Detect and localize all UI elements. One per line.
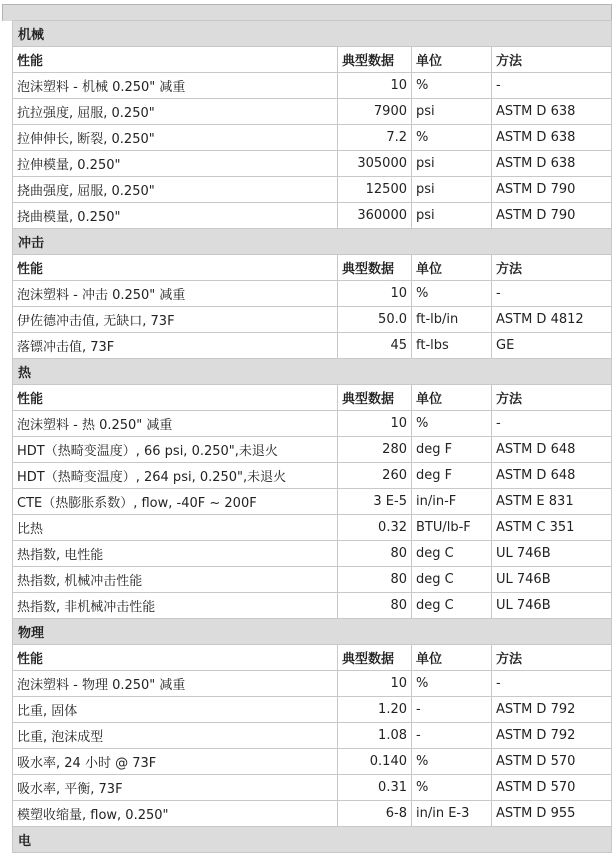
property-cell: HDT（热畸变温度）, 264 psi, 0.250",未退火: [13, 463, 338, 489]
method-cell: ASTM D 638: [492, 125, 612, 151]
column-header-unit: 单位: [412, 385, 492, 411]
property-cell: 热指数, 机械冲击性能: [13, 567, 338, 593]
value-cell: 260: [338, 463, 412, 489]
header-row: [13, 645, 612, 671]
column-header-value: 典型数据: [338, 385, 412, 411]
value-cell: 280: [338, 437, 412, 463]
column-header-method: 方法: [492, 47, 612, 73]
column-header-method: 方法: [492, 645, 612, 671]
property-cell: 比热: [13, 515, 338, 541]
property-cell: 拉伸伸长, 断裂, 0.250": [13, 125, 338, 151]
section-title: 冲击: [13, 229, 612, 255]
unit-cell: %: [412, 125, 492, 151]
table-row: [13, 99, 612, 125]
table-row: [13, 151, 612, 177]
table-row: [13, 489, 612, 515]
table-row: [13, 73, 612, 99]
unit-cell: deg C: [412, 567, 492, 593]
unit-cell: psi: [412, 177, 492, 203]
value-cell: 1.20: [338, 697, 412, 723]
table-row: [13, 333, 612, 359]
method-cell: UL 746B: [492, 541, 612, 567]
property-cell: 拉伸模量, 0.250": [13, 151, 338, 177]
method-cell: GE: [492, 333, 612, 359]
method-cell: ASTM D 792: [492, 723, 612, 749]
value-cell: 6-8: [338, 801, 412, 827]
method-cell: -: [492, 411, 612, 437]
unit-cell: %: [412, 411, 492, 437]
section-row: [13, 21, 612, 47]
value-cell: 360000: [338, 203, 412, 229]
unit-cell: psi: [412, 99, 492, 125]
unit-cell: in/in E-3: [412, 801, 492, 827]
table-row: [13, 749, 612, 775]
method-cell: ASTM D 638: [492, 151, 612, 177]
value-cell: 3 E-5: [338, 489, 412, 515]
column-header-method: 方法: [492, 255, 612, 281]
value-cell: 10: [338, 281, 412, 307]
property-cell: 比重, 固体: [13, 697, 338, 723]
table-row: [13, 775, 612, 801]
value-cell: 0.140: [338, 749, 412, 775]
value-cell: 7900: [338, 99, 412, 125]
unit-cell: deg C: [412, 541, 492, 567]
unit-cell: %: [412, 749, 492, 775]
table-row: [13, 593, 612, 619]
unit-cell: BTU/lb-F: [412, 515, 492, 541]
unit-cell: deg F: [412, 437, 492, 463]
table-row: [13, 411, 612, 437]
section-title: 物理: [13, 619, 612, 645]
method-cell: ASTM D 955: [492, 801, 612, 827]
column-header-unit: 单位: [412, 645, 492, 671]
table-row: [13, 203, 612, 229]
table-row: [13, 125, 612, 151]
method-cell: ASTM D 792: [492, 697, 612, 723]
value-cell: 10: [338, 73, 412, 99]
method-cell: -: [492, 73, 612, 99]
column-header-property: 性能: [13, 645, 338, 671]
property-cell: CTE（热膨胀系数）, flow, -40F ~ 200F: [13, 489, 338, 515]
unit-cell: -: [412, 723, 492, 749]
section-row: [13, 619, 612, 645]
property-cell: 泡沫塑料 - 物理 0.250" 减重: [13, 671, 338, 697]
value-cell: 50.0: [338, 307, 412, 333]
value-cell: 1.08: [338, 723, 412, 749]
method-cell: -: [492, 281, 612, 307]
unit-cell: deg F: [412, 463, 492, 489]
unit-cell: -: [412, 697, 492, 723]
table-row: [13, 437, 612, 463]
method-cell: ASTM E 831: [492, 489, 612, 515]
value-cell: 7.2: [338, 125, 412, 151]
value-cell: 10: [338, 671, 412, 697]
section-title: 机械: [13, 21, 612, 47]
section-title: 电: [13, 827, 612, 853]
property-cell: 挠曲强度, 屈服, 0.250": [13, 177, 338, 203]
section-title: 热: [13, 359, 612, 385]
property-cell: 泡沫塑料 - 机械 0.250" 减重: [13, 73, 338, 99]
method-cell: ASTM D 638: [492, 99, 612, 125]
property-cell: 泡沫塑料 - 热 0.250" 减重: [13, 411, 338, 437]
unit-cell: %: [412, 73, 492, 99]
unit-cell: in/in-F: [412, 489, 492, 515]
table-row: [13, 541, 612, 567]
property-cell: 伊佐德冲击值, 无缺口, 73F: [13, 307, 338, 333]
column-header-unit: 单位: [412, 47, 492, 73]
property-cell: 泡沫塑料 - 冲击 0.250" 减重: [13, 281, 338, 307]
header-row: [13, 47, 612, 73]
method-cell: -: [492, 671, 612, 697]
column-header-property: 性能: [13, 47, 338, 73]
method-cell: ASTM D 570: [492, 775, 612, 801]
value-cell: 45: [338, 333, 412, 359]
property-cell: 热指数, 电性能: [13, 541, 338, 567]
value-cell: 80: [338, 541, 412, 567]
properties-table-body: [13, 21, 612, 853]
section-row: [13, 359, 612, 385]
table-row: [13, 671, 612, 697]
section-row: [13, 229, 612, 255]
value-cell: 80: [338, 593, 412, 619]
column-header-value: 典型数据: [338, 645, 412, 671]
method-cell: ASTM D 790: [492, 203, 612, 229]
method-cell: ASTM D 570: [492, 749, 612, 775]
value-cell: 0.32: [338, 515, 412, 541]
value-cell: 10: [338, 411, 412, 437]
method-cell: ASTM D 790: [492, 177, 612, 203]
table-row: [13, 177, 612, 203]
property-cell: 挠曲模量, 0.250": [13, 203, 338, 229]
value-cell: 305000: [338, 151, 412, 177]
property-cell: 模塑收缩量, flow, 0.250": [13, 801, 338, 827]
property-cell: 吸水率, 24 小时 @ 73F: [13, 749, 338, 775]
property-cell: 抗拉强度, 屈服, 0.250": [13, 99, 338, 125]
property-cell: 落镖冲击值, 73F: [13, 333, 338, 359]
column-header-property: 性能: [13, 255, 338, 281]
property-cell: 吸水率, 平衡, 73F: [13, 775, 338, 801]
method-cell: ASTM D 4812: [492, 307, 612, 333]
column-header-value: 典型数据: [338, 255, 412, 281]
table-row: [13, 307, 612, 333]
unit-cell: psi: [412, 203, 492, 229]
method-cell: ASTM D 648: [492, 437, 612, 463]
property-cell: 热指数, 非机械冲击性能: [13, 593, 338, 619]
section-row: [13, 827, 612, 853]
method-cell: ASTM C 351: [492, 515, 612, 541]
method-cell: ASTM D 648: [492, 463, 612, 489]
property-cell: 比重, 泡沫成型: [13, 723, 338, 749]
unit-cell: ft-lbs: [412, 333, 492, 359]
unit-cell: %: [412, 775, 492, 801]
header-row: [13, 255, 612, 281]
column-header-unit: 单位: [412, 255, 492, 281]
value-cell: 0.31: [338, 775, 412, 801]
value-cell: 12500: [338, 177, 412, 203]
method-cell: UL 746B: [492, 593, 612, 619]
column-header-property: 性能: [13, 385, 338, 411]
property-cell: HDT（热畸变温度）, 66 psi, 0.250",未退火: [13, 437, 338, 463]
table-row: [13, 801, 612, 827]
unit-cell: deg C: [412, 593, 492, 619]
table-row: [13, 463, 612, 489]
column-header-method: 方法: [492, 385, 612, 411]
unit-cell: psi: [412, 151, 492, 177]
properties-table: [12, 20, 612, 853]
value-cell: 80: [338, 567, 412, 593]
unit-cell: %: [412, 281, 492, 307]
header-row: [13, 385, 612, 411]
unit-cell: ft-lb/in: [412, 307, 492, 333]
top-bar: [2, 4, 612, 21]
column-header-value: 典型数据: [338, 47, 412, 73]
table-row: [13, 723, 612, 749]
table-row: [13, 281, 612, 307]
table-row: [13, 515, 612, 541]
method-cell: UL 746B: [492, 567, 612, 593]
table-row: [13, 697, 612, 723]
unit-cell: %: [412, 671, 492, 697]
table-row: [13, 567, 612, 593]
